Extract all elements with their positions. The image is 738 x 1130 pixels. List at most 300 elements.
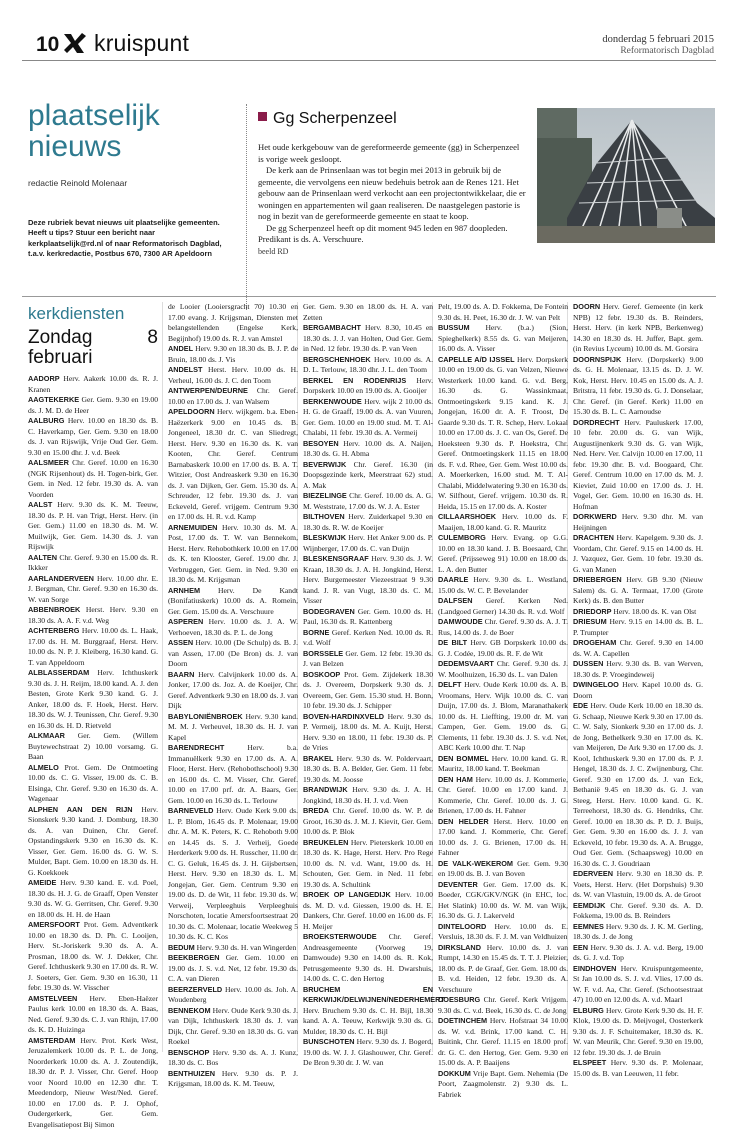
service-entry <box>303 302 433 323</box>
service-details: Herv. 9.30 kand. E. v.d. Poel, 18.30 ds. H. J. G. de Graaff, Open Venster 9.30 ds. W. G. Gerritsen, Chr. Geref. 9.30 en 18.00 ds. H. H. de Haan <box>28 878 158 919</box>
place-name: AALSMEER <box>28 458 69 467</box>
place-name: BUSSUM <box>438 323 470 332</box>
place-name: BEEKBERGEN <box>168 953 220 962</box>
heading-square-icon <box>258 112 267 121</box>
service-details: Herv. 10.30 ds. M. A. Post, 17.00 ds. T. W. van Bennekom, Herst. Herv. Rehobothkerk 10.00 en 17.00 ds. K. ten Klooster, Geref. 19.00 dhr. J. Verbruggen, Ger. Gem. in Ned. 9.30 en 18.30 ds. M. Krijgsman <box>168 523 298 585</box>
place-name: DOKKUM <box>438 1069 471 1078</box>
service-details: Herv. 10.00 ds. A. Naijen, 18.30 ds. G. H. Abma <box>303 439 433 459</box>
service-entry <box>438 680 568 754</box>
place-name: AARLANDERVEEN <box>28 574 94 583</box>
service-details: de Looier (Looiersgracht 70) 10.30 en 17.00 evang. J. Krijgsman, Diensten met belangstellenden (Engelse Kerk, Begijnhof) 19.00 ds. R. J. van Amstel <box>168 302 298 343</box>
service-details: Herv. (b.a.) (Sion, Spieghelkerk) 8.55 ds. G. van Meijeren, 16.00 ds. A. Visser <box>438 323 568 353</box>
service-entry <box>438 880 568 922</box>
service-details: Herv. Dorpskerk 10.00 en 19.00 ds. A. Gooijer <box>303 376 433 396</box>
service-details: Herv. Oude Kerk 9.00 ds. L. P. Blom, 16.45 ds. P. Molenaar, 19.00 dhr. A. M. K. Peters, K. C. Rehoboth 9.00 en 14.45 ds. S. J. Verheij, Goede Herderkerk 9.00 ds. H. Russcher, 11.00 dr. C. G. Geluk, 16.45 ds. J. H. Gijsbertsen, Herst. Herv. 9.30 en 18.30 ds. L. M. Jongejan, Ger. Gem. Centrum 9.30 en 19.00 ds. D. de Wit, 11 febr. 19.30 ds. W. Verweij, Verpleeghuis Verpleeghuis Norschoten, locatie Amersfoortsestraat 20 10.30 ds. C. Molenaar, locatie Weekweg 5 10.30 ds. K. C. Kos <box>168 806 298 941</box>
kerkdiensten-title: kerkdiensten <box>28 304 158 324</box>
service-entry <box>303 649 433 670</box>
service-entry <box>168 670 298 712</box>
place-name: AMERSFOORT <box>28 920 80 929</box>
service-entry <box>573 638 703 659</box>
service-details: Chr. Geref. 10.00 en 16.30 (NGK Rijsenhout) ds. H. Togen-birk, Ger. Gem. in Ned. 12 febr. 19.30 ds. A. van Voorden <box>28 458 158 499</box>
services-column-4 <box>438 302 568 1100</box>
service-details: Herv. 10.00 ds. M. D. v.d. Giessen, 19.00 ds. H. E. Dankers, Chr. Geref. 10.00 en 16.00 ds. F. H. Meijer <box>303 890 433 931</box>
place-name: BENNEKOM <box>168 1006 211 1015</box>
service-day: Zondag 8 februari <box>28 328 158 368</box>
services-column-5 <box>573 302 703 1079</box>
service-entry <box>438 575 568 596</box>
article-heading-text: Gg Scherpenzeel <box>273 110 397 127</box>
place-name: ANDEL <box>168 344 193 353</box>
place-name: BLESKENSGRAAF <box>303 554 369 563</box>
service-details: Herv. Oude Kerk 10.00 en 18.30 ds. G. Schaap, Nieuwe Kerk 9.30 en 17.00 ds. C. W. Saly, Sionkerk 9.30 en 17.00 ds. J. de Jong, Bethelkerk 9.30 en 17.00 ds. K. van Meijeren, De Ark 9.30 en 17.00 ds. J. Kool, Ichthuskerk 9.30 en 17.00 ds. P. J. Hengel, 18.30 ds. J. C. Zwijnenburg, Chr. Geref. 9.30 en 17.00 ds. J. van Eck, Bethanië 9.45 en 18.30 ds. G. J. van Steeg, Herst. Herv. 10.00 kand. G. K. Terreehorst, 18.30 ds. G. Hendriks, Chr. Geref. 10.00 en 18.30 ds. P. D. J. Buijs, Ger. Gem. 9.30 en 16.00 ds. J. J. van Eckeveld, 10 febr. 19.30 ds. A. A. Brugge, Oud Ger. Gem. (Schaapsweg) 10.00 en 16.30 ds. C. J. Goudriaan <box>573 701 703 868</box>
service-entry <box>303 785 433 806</box>
newspaper-name: Reformatorisch Dagblad <box>620 46 714 56</box>
service-details: Herv. Pauluskerk 17.00, 10 febr. 20.00 ds. G. van Wijk, Augustijnenkerk 9.30 ds. G. van Wijk, Ned. Herv. Ver. Calvijn 10.00 en 17.00, 11 febr. 19.30 dhr. B. v.d. Boogaard, Chr. Geref. Centrum 10.00 en 17.00 ds. M. J. Kieviet, Zuid 10.00 en 17.00 ds. J. H. Vogel, Ger. Gem. 10.00 en 16.30 ds. H. Hofman <box>573 418 703 511</box>
service-details: Prot. Gem. De Ontmoeting 10.00 ds. C. G. Visser, 19.00 ds. C. B. Elsinga, Chr. Geref. 9.30 en 16.30 ds. A. Wagenaar <box>28 763 158 804</box>
service-details: Herv. Calvijnkerk 10.00 ds. A. Jonker, 17.00 ds. Joz. A. de Koeijer, Chr. Geref. Adventkerk 9.30 en 18.00 ds. J. van Dijk <box>168 670 298 711</box>
service-entry <box>573 869 703 901</box>
place-name: BRANDWIJK <box>303 785 348 794</box>
service-details: Chr. Geref. 9.30 ds. A. J. T. Rus, 14.00 ds. J. de Boer <box>438 617 568 637</box>
service-entry <box>28 605 158 626</box>
place-name: EEMDIJK <box>573 901 605 910</box>
place-name: BAARN <box>168 670 194 679</box>
service-details: Prot. Gem. Zijdekerk 18.30 ds. J. Overeem, Dorpskerk 9.30 ds. J. Overeem, Ger. Gem. 15.30 stud. H. Bonn, 10 febr. 19.30 ds. J. Schipper <box>303 670 433 711</box>
article-heading <box>258 110 526 128</box>
service-details: Herst. Herv. 9.30 en 18.30 ds. A. A. F. v.d. Weg <box>28 605 158 625</box>
article-paragraph: Het oude kerkgebouw van de gereformeerde gemeente (gg) in Scherpenzeel is vorige week gesloopt. <box>258 142 526 165</box>
place-name: DIRKSLAND <box>438 943 481 952</box>
service-entry <box>438 355 568 513</box>
place-name: BENSCHOP <box>168 1048 209 1057</box>
service-entry <box>573 355 703 418</box>
service-details: Herst. Herv. 10.00 ds. H. Verheul, 16.00 ds. J. C. den Toom <box>168 365 298 385</box>
service-details: Herv. 9.30 ds. K. M. Teeuw, 18.30 ds. P. H. van Trigt, Herst. Herv. (in Ger. Gem.) 11.00 en 18.30 ds. M. W. Muilwijk, Ger. Gem. 14.30 ds. J. van Rijswijk <box>28 500 158 551</box>
place-name: DORKWERD <box>573 512 617 521</box>
service-details: Chr. Geref. 10.00 en 17.00 ds. J. van Walsem <box>168 386 298 406</box>
service-details: Herv. GB 9.30 (Nieuw Salem) ds. G. A. Termaat, 17.00 (Grote Kerk) ds. B. den Butter <box>573 575 703 605</box>
service-entry <box>303 838 433 891</box>
service-entry <box>28 458 158 500</box>
place-name: AMSTELVEEN <box>28 994 77 1003</box>
place-name: BERGAMBACHT <box>303 323 361 332</box>
service-entry <box>438 617 568 638</box>
intro-block <box>28 100 228 259</box>
service-entry <box>168 302 298 344</box>
place-name: EDE <box>573 701 588 710</box>
section-rule <box>22 296 716 297</box>
place-name: BERKEL EN RODENRIJS <box>303 376 406 385</box>
place-name: BUNSCHOTEN <box>303 1037 354 1046</box>
service-entry <box>303 890 433 932</box>
service-details: Herv. 9.30 ds. J. Bogerd, 19.00 ds. W. J. J. Glashouwer, Chr. Geref. De Bron 9.30 dr. J. W. van <box>303 1037 433 1067</box>
service-details: Chr. Geref. Kerk Vrijgem. 9.30 ds. C. v.d. Beek, 16.30 ds. C. de Jong <box>438 995 568 1015</box>
place-name: DELFT <box>438 680 462 689</box>
article-gg-scherpenzeel <box>258 110 526 256</box>
place-name: ALPHEN AAN DEN RIJN <box>28 805 133 814</box>
service-details: Herv. 10.00 ds. J. Kommerie, Chr. Geref. 10.00 en 17.00 kand. J. Kommerie, Chr. Geref. 10.00 ds. J. G. Brienen, 17.00 ds. H. Fahner <box>438 775 568 816</box>
service-entry <box>28 500 158 553</box>
place-name: DORDRECHT <box>573 418 620 427</box>
column-divider <box>162 302 163 1052</box>
entries-list <box>28 374 158 1130</box>
service-entry <box>573 659 703 680</box>
service-entry <box>28 668 158 731</box>
service-entry <box>438 859 568 880</box>
service-details: Herv. 9.30 ds. P. Vermeij, 18.00 ds. M. A. Kuijt, Herst. Herv. 9.30 en 18.00, 11 febr. 19.30 ds. P. de Vries <box>303 712 433 753</box>
service-details: Herv. 9.30 ds. L. Westland, 15.00 ds. W. C. P. Bevelander <box>438 575 568 595</box>
service-details: Prot. Gem. Adventkerk 10.00 en 18.30 ds. D. Ph. C. Looijen, Herv. St.-Joriskerk 9.30 ds. A. A. Prosman, 18.00 ds. W. J. Dekker, Chr. Geref. Ichthuskerk 9.30 en 17.00 ds. R. W. J. Soeters, Ger. Gem. 9.30 en 16.30, 11 febr. 19.30 ds. W. Visscher <box>28 920 158 992</box>
place-name: BARNEVELD <box>168 806 213 815</box>
service-entry <box>438 754 568 775</box>
rubric-title-line1: plaatselijk <box>28 100 228 131</box>
service-details: Chr. Geref. Andreasgemeente (Voorweg 19, Damwoude) 9.30 en 14.00 ds. R. Kok, Petrusgemeente 9.30 ds. H. Dwarshuis, 14.00 ds. C. C. den Hertog <box>303 932 433 983</box>
service-details: Herv. 9.30 ds. J. W. Kraan, 18.30 ds. J. A. H. Jongkind, Herst. Herv. Burgemeester Viezeestraat 9 9.30 kand. J. R. van Vugt, 18.30 ds. C. M. Visser <box>303 554 433 605</box>
service-entry <box>168 985 298 1006</box>
rubric-title-line2: nieuws <box>28 131 228 162</box>
place-name: ANDELST <box>168 365 202 374</box>
service-entry <box>303 397 433 439</box>
service-details: Herv. Het Anker 9.00 ds. P. Wijnberger, 17.00 ds. C. van Duijn <box>303 533 433 553</box>
service-entry <box>28 374 158 395</box>
place-name: ASSEN <box>168 638 193 647</box>
service-entry <box>303 806 433 838</box>
service-entry <box>573 680 703 701</box>
place-name: DEN BOMMEL <box>438 754 489 763</box>
service-entry <box>28 416 158 458</box>
service-details: Ger. Gem. (Willem Buytewechstraat 2) 10.00 vorsamg. G. Baan <box>28 731 158 761</box>
services-column-1 <box>28 302 158 1130</box>
place-name: ACHTERBERG <box>28 626 79 635</box>
place-name: DE VALK-WEKEROM <box>438 859 513 868</box>
place-name: BODEGRAVEN <box>303 607 355 616</box>
service-details: Herv. 9.30 ds. B. van Werven, 18.30 ds. P. Vroegindeweij <box>573 659 703 679</box>
service-details: Chr. Geref. 9.30 en 14.00 ds. W. A. Capellen <box>573 638 703 658</box>
service-details: Chr. Geref. 9.30 ds. A. D. Fokkema, 19.00 ds. B. Reinders <box>573 901 703 921</box>
service-entry <box>303 985 433 1038</box>
place-name: AALTEN <box>28 553 57 562</box>
service-entry <box>303 460 433 492</box>
place-name: DEVENTER <box>438 880 478 889</box>
place-name: APELDOORN <box>168 407 215 416</box>
service-details: Chr. Geref. 9.30 ds. J. W. Moolhuizen, 16.30 ds. L. van Dalen <box>438 659 568 679</box>
service-details: Herv. (Dorpskerk) 9.00 ds. G. H. Molenaar, 13.15 ds. D. J. W. Kok, Herst. Herv. 10.45 en 15.00 ds. A. J. Britstra, 11 febr. 19.30 ds. G. J. Donselaar, Chr. Geref. (in Geref. Kerk) 11.00 en 15.30 ds. B. L. C. Aarnoudse <box>573 355 703 417</box>
place-name: AMEIDE <box>28 878 56 887</box>
service-entry <box>573 1006 703 1059</box>
service-details: Ger. Gem. 9.30 en 19.00 ds. J. M. D. de Heer <box>28 395 158 415</box>
service-details: Herv. 10.00 ds. J. van Rumpt, 14.30 en 15.45 ds. T. T. J. Pleizier, 18.00 ds. P. de Graaf, Ger. Gem. 18.00 ds. B. v.d. Heiden, 12 febr. 19.30 ds. A. Verschuure <box>438 943 568 994</box>
place-name: DAARLE <box>438 575 468 584</box>
kruispunt-logo-icon <box>62 31 88 55</box>
photo-credit: beeld RD <box>258 247 526 256</box>
service-entry <box>168 743 298 806</box>
service-entry <box>573 575 703 607</box>
service-details: Herv. 10.00 ds. Joh. A. Woudenberg <box>168 985 298 1005</box>
service-entry <box>573 607 703 618</box>
service-entry <box>28 553 158 574</box>
place-name: BABYLONIËNBROEK <box>168 712 243 721</box>
service-entry <box>28 920 158 994</box>
article-paragraph: De kerk aan de Prinsenlaan was tot begin mei 2013 in gebruik bij de gemeente, die vervolgens een nieuw bedehuis betrok aan de Renes 121. Het gebouw aan de Prinsenlaan werd verkocht aan een projectontwikkelaar, die er woningen en appartementen wil gaan realiseren. De naastgelegen pastorie is nog in bezit van de gereformeerde gemeente en staat te koop. <box>258 165 526 223</box>
service-details: Pelt, 19.00 ds. A. D. Fokkema, De Fontein 9.30 ds. H. Peet, 16.30 dr. J. W. van Pelt <box>438 302 568 322</box>
place-name: BEERZERVELD <box>168 985 222 994</box>
service-details: Herv. wijkgem. b.a. Eben-Haëzerkerk 9.00 en 10.45 ds. B. Jongeneel, 18.30 dr. C. van Sliedregt, Herst. Herv. 9.30 en 16.30 ds. K. van Kooten, Chr. Geref. Centrum Barnabaskerk 10.00 en 17.00 ds. B. A. T. Witzier, Oost Andreaskerk 9.30 en 16.30 ds. J. van Dijken, Ger. Gem. 15.30 ds. A. Schreuder, 12 febr. 19.30 ds. J. van Eckeveld, Geref. vrijgem. Centrum 9.30 en 17.00 ds. H. R. v.d. Kamp <box>168 407 298 521</box>
service-entry <box>28 731 158 763</box>
service-details: Herv. Aakerk 10.00 ds. R. J. Kranen <box>28 374 158 394</box>
service-entry <box>573 701 703 869</box>
service-details: Herv. 10.00 ds. E. Versluis, 18.30 ds. F. J. M. van Veldhuizen <box>438 922 568 942</box>
service-entry <box>573 1058 703 1079</box>
place-name: DOETINCHEM <box>438 1016 487 1025</box>
service-entry <box>438 596 568 617</box>
service-details: Herv. 10.00 ds. J. A. W. Verhoeven, 18.30 ds. P. L. de Jong <box>168 617 298 637</box>
service-details: Herv. Eben-Haëzer Paulus kerk 10.00 en 18.30 ds. A. Baas, Ned. Geref. 9.30 ds. C. J. van Rhijn, 17.00 ds. K. D. Huizinga <box>28 994 158 1035</box>
service-details: Herv. 9.30 ds. W. Poldervaart, 18.30 ds. B. A. Belder, Ger. Gem. 11 febr. 19.30 ds. M. Joosse <box>303 754 433 784</box>
service-details: Herv. 18.00 ds. K. van Olst <box>613 607 696 616</box>
place-name: DRIEBERGEN <box>573 575 622 584</box>
header-rule <box>22 60 716 61</box>
place-name: AALBURG <box>28 416 64 425</box>
place-name: DEN HAM <box>438 775 473 784</box>
service-entry <box>438 323 568 355</box>
service-entry <box>303 628 433 649</box>
service-entry <box>303 533 433 554</box>
place-name: EEMNES <box>573 922 604 931</box>
place-name: DUSSEN <box>573 659 603 668</box>
service-entry <box>573 418 703 513</box>
place-name: BREUKELEN <box>303 838 348 847</box>
place-name: BOSKOOP <box>303 670 340 679</box>
service-entry <box>573 617 703 638</box>
service-entry <box>28 994 158 1036</box>
service-entry <box>573 302 703 355</box>
section-title: kruispunt <box>94 30 189 57</box>
service-entry <box>573 512 703 533</box>
article-paragraph: De gg Scherpenzeel heeft op dit moment 945 leden en 987 doopleden. Predikant is ds. A. Verschuure. <box>258 223 526 246</box>
place-name: DOESBURG <box>438 995 480 1004</box>
place-name: BILTHOVEN <box>303 512 345 521</box>
service-entry <box>438 995 568 1016</box>
place-name: DRACHTEN <box>573 533 614 542</box>
service-entry <box>303 439 433 460</box>
service-entry <box>168 1006 298 1048</box>
service-entry <box>28 626 158 668</box>
service-details: Vrije Bapt. Gem. Nehemia (De Poort, Zaagmolenstr. 2) 9.30 ds. L. Fabriek <box>438 1069 568 1099</box>
service-details: Herv. 9.30 ds. P. Molenaar, 15.00 ds. B. van Leeuwen, 11 febr. <box>573 1058 703 1078</box>
service-entry <box>168 386 298 407</box>
service-entry <box>168 523 298 586</box>
service-details: Herv. Geref. Gemeente (in kerk NPB) 12 febr. 19.30 ds. B. Reinders, Herst. Herv. (in kerk NPB, Berkenweg) 14.30 en 18.30 ds. H. Juffer, Bapt. gem. (in Revius Lyceum) 10.00 ds. M. Gorsira <box>573 302 703 353</box>
service-details: Herv. 9.30 en 18.30 ds. B. J. P. de Bruin, 18.00 ds. J. Vis <box>168 344 298 364</box>
service-details: Ger. Gem. 9.30 en 19.00 ds. B. J. van Boven <box>438 859 568 879</box>
service-entry <box>168 586 298 618</box>
service-entry <box>438 512 568 533</box>
service-entry <box>573 943 703 964</box>
service-entry <box>28 878 158 920</box>
place-name: DOORNSPIJK <box>573 355 621 364</box>
service-details: Herv. Kapelgem. 9.30 ds. J. Voordam, Chr. Geref. 9.15 en 14.00 ds. H. J. Vazquez, Ger. Gem. 10 febr. 19.30 ds. G. van Manen <box>573 533 703 574</box>
place-name: BIEZELINGE <box>303 491 347 500</box>
place-name: DEDEMSVAART <box>438 659 494 668</box>
service-details: Geref. Kerken Ned. 10.00 ds. R. v.d. Wolf <box>303 628 433 648</box>
entries-list <box>168 302 298 1090</box>
place-name: AADORP <box>28 374 60 383</box>
service-details: Herv. Kruispuntgemeente, St Jan 10.00 ds. S. J. v.d. Vlies, 17.00 ds. W. F. v.d. Aa, Chr. Geref. (Schootsestraat 47) 10.00 en 12.00 ds. A. v.d. Maarl <box>573 964 703 1005</box>
entries-list <box>438 302 568 1100</box>
service-details: Herv. 9.30 dhr. M. van Heijningen <box>573 512 703 532</box>
service-entry <box>438 1069 568 1101</box>
place-name: DEN HELDER <box>438 817 489 826</box>
place-name: DRIESUM <box>573 617 607 626</box>
service-details: Herv. De Kandt (Bonifatiuskerk) 10.00 ds. A. Romein, Ger. Gem. 15.00 ds. A. Verschuure <box>168 586 298 616</box>
place-name: ALKMAAR <box>28 731 65 740</box>
service-details: Herv. 9.30 en 18.30 ds. P. Voets, Herst. Herv. (Het Dorpshuis) 9.30 ds. W. van Vlastuin, 19.00 ds. A. de Groot <box>573 869 703 899</box>
service-details: Herv. 10.00 kand. G. R. Mauritz, 18.00 kand. T. Beekman <box>438 754 568 774</box>
service-details: Herv. Sionskerk 9.30 kand. J. Domburg, 18.30 ds. A. van Duinen, Chr. Geref. Opstandingskerk 9.30 en 16.30 ds. K. Visser, Ger. Gem. 16.00 ds. G. W. S. Mulder, Bapt. Gem. 10.00 en 18.30 ds. H. G. Koekkoek <box>28 805 158 877</box>
page-number: 10 <box>36 33 59 57</box>
service-details: Herv. Dorpskerk 10.00 en 19.00 ds. G. van Velzen, Nieuwe Westerkerk 10.00 kand. G. v.d. Berg, 16.30 ds. G. Wassinkmaat, Ontmoetingskerk 9.15 kand. K. J. Jongejan, 16.00 dr. A. F. Troost, De Gaarde 9.30 ds. T. R. Schep, Herv. Lokaal 10.00 en 17.00 ds. J. C. van Os, Geref. De Hoeksteen 9.30 ds. P. Hoekstra, Chr. Geref. Ontmoetingskerk 11.15 en 18.00 ds. F. v.d. Rhee, Ger. Gem. West 10.00 ds. A. Moerkerken, 16.00 stud. M. T. Al-Chalabi, Middelwatering 9.30 en 16.30 ds. W. Silfhout, Geref. vrijgem. 10.30 ds. R. Heida, 15.15 en 17.00 ds. A. Koster <box>438 355 568 511</box>
service-entry <box>168 1069 298 1090</box>
service-details: Herv. Grote Kerk 9.30 ds. H. F. Klok, 19.00 ds. D. Meijvogel, Oosterkerk 9.30 ds. J. F. Schuitemaker, 18.30 ds. K. W. van Meurik, Chr. Geref. 9.30 en 19.00, 12 febr. 19.30 ds. J. de Bruin <box>573 1006 703 1057</box>
service-details: Herv. 8.30, 10.45 en 18.30 ds. J. J. van Holten, Oud Ger. Gem. in Ned. 12 febr. 19.30 ds. P. van Veen <box>303 323 433 353</box>
service-entry <box>438 659 568 680</box>
place-name: EINDHOVEN <box>573 964 616 973</box>
place-name: DALFSEN <box>438 596 472 605</box>
place-name: ABBENBROEK <box>28 605 80 614</box>
place-name: AAGTEKERKE <box>28 395 79 404</box>
service-details: Herv. Oude Kerk 9.30 ds. J. van Dijk, Ichthuskerk 18.30 ds. J. van Dijk, Chr. Geref. 9.30 en 18.30 ds. G. van Roekel <box>168 1006 298 1047</box>
service-entry <box>303 376 433 397</box>
service-entry <box>438 922 568 943</box>
service-entry <box>303 323 433 355</box>
entries-list <box>573 302 703 1079</box>
place-name: BERGSCHENHOEK <box>303 355 371 364</box>
service-entry <box>168 806 298 943</box>
service-details: Chr. Geref. 9.30 en 15.00 ds. R. Ikkker <box>28 553 158 573</box>
rubric-note: Deze rubriek bevat nieuws uit plaatselijke gemeenten. Heeft u tips? Stuur een bericht naar kerkplaatselijk@rd.nl of naar Reformatorisch Dagblad, t.a.v. kerkredactie, Postbus 670, 7300 AR Apeldoorn <box>28 218 228 259</box>
church-demolition-photo <box>537 108 715 243</box>
place-name: BRAKEL <box>303 754 333 763</box>
service-details: Herv. 9.30 ds. J. A. v.d. Berg, 19.00 ds. G. J. v.d. Top <box>573 943 703 963</box>
service-entry <box>573 901 703 922</box>
entries-list <box>303 302 433 1069</box>
service-entry <box>168 953 298 985</box>
service-details: Herst. Herv. 10.00 en 17.00 kand. J. Kommerie, Chr. Geref. 10.00 ds. J. G. Brienen, 17.00 ds. H. Fahner <box>438 817 568 858</box>
service-details: Herv. 9.30 kand. M. M. J. Verheuvel, 18.30 ds. H. J. van Kapel <box>168 712 298 742</box>
service-details: Ger. Gem. 17.00 ds. K. Boeder, CGK/GKV/NGK (in EHC, loc. Het Slatink) 10.00 ds. W. M. van Wijk, 16.30 ds. G. J. Lakerveld <box>438 880 568 921</box>
place-name: DRIEDORP <box>573 607 612 616</box>
place-name: AMSTERDAM <box>28 1036 75 1045</box>
service-entry <box>438 817 568 859</box>
place-name: DROGEHAM <box>573 638 616 647</box>
service-details: Herv. GB Dorpskerk 10.00 ds. G. J. Codée, 19.00 ds. R. F. de Wit <box>438 638 568 658</box>
place-name: BROEKSTERWOUDE <box>303 932 377 941</box>
place-name: CILLAARSHOEK <box>438 512 496 521</box>
place-name: BORNE <box>303 628 329 637</box>
service-entry <box>168 943 298 954</box>
service-details: Herv. 9.15 en 14.00 ds. B. L. P. Trumpter <box>573 617 703 637</box>
service-details: Herv. 10.00 en 18.30 ds. B. C. Haverkamp, Ger. Gem. 9.30 en 18.00 ds. J. van Rijswijk, Vrije Oud Ger. Gem. 9.30 en 15.00 dhr. J. v.d. Beek <box>28 416 158 457</box>
place-name: CULEMBORG <box>438 533 486 542</box>
services-column-3 <box>303 302 433 1069</box>
service-entry <box>28 805 158 879</box>
editor-credit: redactie Reinold Molenaar <box>28 178 228 188</box>
place-name: BREDA <box>303 806 329 815</box>
service-entry <box>28 574 158 606</box>
intro-divider <box>246 104 247 310</box>
place-name: DAMWOUDE <box>438 617 483 626</box>
service-entry <box>573 533 703 575</box>
place-name: BLESKWIJK <box>303 533 346 542</box>
service-details: Herv. 10.00 ds. A. D. L. Terlouw, 18.30 dhr. J. L. den Toom <box>303 355 433 375</box>
article-body <box>258 142 526 246</box>
place-name: BARENDRECHT <box>168 743 224 752</box>
place-name: EDERVEEN <box>573 869 613 878</box>
service-entry <box>438 1016 568 1069</box>
service-details: Herv. Hofstraat 34 10.00 ds. W. v.d. Brink, 17.00 kand. C. H. Buitink, Chr. Geref. 11.15 en 18.00 prof. dr. G. C. den Hertog, Ger. Gem. 9.30 en 15.00 ds. A. P. Baaijens <box>438 1016 568 1067</box>
service-entry <box>303 712 433 754</box>
service-entry <box>28 763 158 805</box>
place-name: DWINGELOO <box>573 680 619 689</box>
service-details: Herv. b.a. Immanuëlkerk 9.30 en 17.00 ds. A. A. Floor, Herst. Herv. (Rehobothschool) 9.30 en 16.00 ds. C. M. Visser, Chr. Geref. 10.00 en 17.00 prf. dr. A. Baars, Ger. Gem. 10.00 en 16.30 ds. L. Terlouw <box>168 743 298 805</box>
service-entry <box>438 775 568 817</box>
service-details: Herv. Evang. op G.G. 10.00 en 18.30 kand. J. B. Boesaard, Chr. Geref. (Prijsseweg 91) 10.00 en 18.00 ds. L. A. den Butter <box>438 533 568 574</box>
service-entry <box>573 922 703 943</box>
place-name: BERKENWOUDE <box>303 397 362 406</box>
service-entry <box>168 1048 298 1069</box>
place-name: ALMELO <box>28 763 59 772</box>
service-entry <box>168 638 298 670</box>
service-details: Herv. Kapel 10.00 ds. G. Doorn <box>573 680 703 700</box>
page-header <box>22 30 716 56</box>
service-details: Herv. Zuiderkapel 9.30 en 18.30 ds. R. W. de Koeijer <box>303 512 433 532</box>
place-name: BEDUM <box>168 943 195 952</box>
service-details: Ger. Gem. 10.00 ds. H. Paul, 16.30 ds. R. Kattenberg <box>303 607 433 627</box>
service-entry <box>303 1037 433 1069</box>
service-entry <box>303 355 433 376</box>
service-entry <box>303 754 433 786</box>
service-details: Herv. 10.00 dhr. E. J. Bergman, Chr. Geref. 9.30 en 16.30 ds. W. van Sorge <box>28 574 158 604</box>
service-entry <box>573 964 703 1006</box>
place-name: BESOYEN <box>303 439 339 448</box>
place-name: ANTWERPEN/DEURNE <box>168 386 248 395</box>
service-entry <box>303 554 433 607</box>
issue-date: donderdag 5 februari 2015 <box>602 34 714 45</box>
service-entry <box>168 617 298 638</box>
service-entry <box>303 932 433 985</box>
service-details: Herv. 9.30 ds. H. van Wingerden <box>197 943 297 952</box>
service-details: Ger. Gem. 10.00 en 19.00 ds. J. S. v.d. Net, 12 febr. 19.30 ds. C. A. van Dieren <box>168 953 298 983</box>
service-entry <box>303 491 433 512</box>
place-name: AALST <box>28 500 52 509</box>
place-name: CAPELLE A/D IJSSEL <box>438 355 515 364</box>
service-details: Herv. Prot. Kerk West, Jeruzalemkerk 10.00 ds. P. L. de Jong, Noorderkerk 10.00 ds. A. J. Zoutendijk, 18.30 dr. P. J. Visser, Chr. Geref. Hoop voor Noord 10.00 en 12.30 dhr. T. Meedendorp, Nieuw West/Ned. Geref. 10.00 en 17.00 ds. P. J. Ophof, Oudergerkerk, Ger. Gem. Evangelisatiepost Bij Simon <box>28 1036 158 1129</box>
service-entry <box>438 638 568 659</box>
place-name: ARNEMUIDEN <box>168 523 217 532</box>
place-name: ARNHEM <box>168 586 200 595</box>
rubric-title <box>28 100 228 162</box>
place-name: ALBLASSERDAM <box>28 668 89 677</box>
place-name: ELSPEET <box>573 1058 606 1067</box>
service-entry <box>168 712 298 744</box>
service-details: Herv. 9.30 ds. J. A. H. Jongkind, 18.30 ds. H. J. v.d. Veen <box>303 785 433 805</box>
service-entry <box>303 512 433 533</box>
place-name: BOVEN-HARDINXVELD <box>303 712 384 721</box>
service-details: Geref. Kerken Ned. (Landgoed Gerner) 14.30 ds. R. v.d. Wolf <box>438 596 568 616</box>
place-name: DOORN <box>573 302 600 311</box>
service-details: Ger. Gem. 12 febr. 19.30 ds. J. van Belzen <box>303 649 433 669</box>
place-name: ASPEREN <box>168 617 203 626</box>
